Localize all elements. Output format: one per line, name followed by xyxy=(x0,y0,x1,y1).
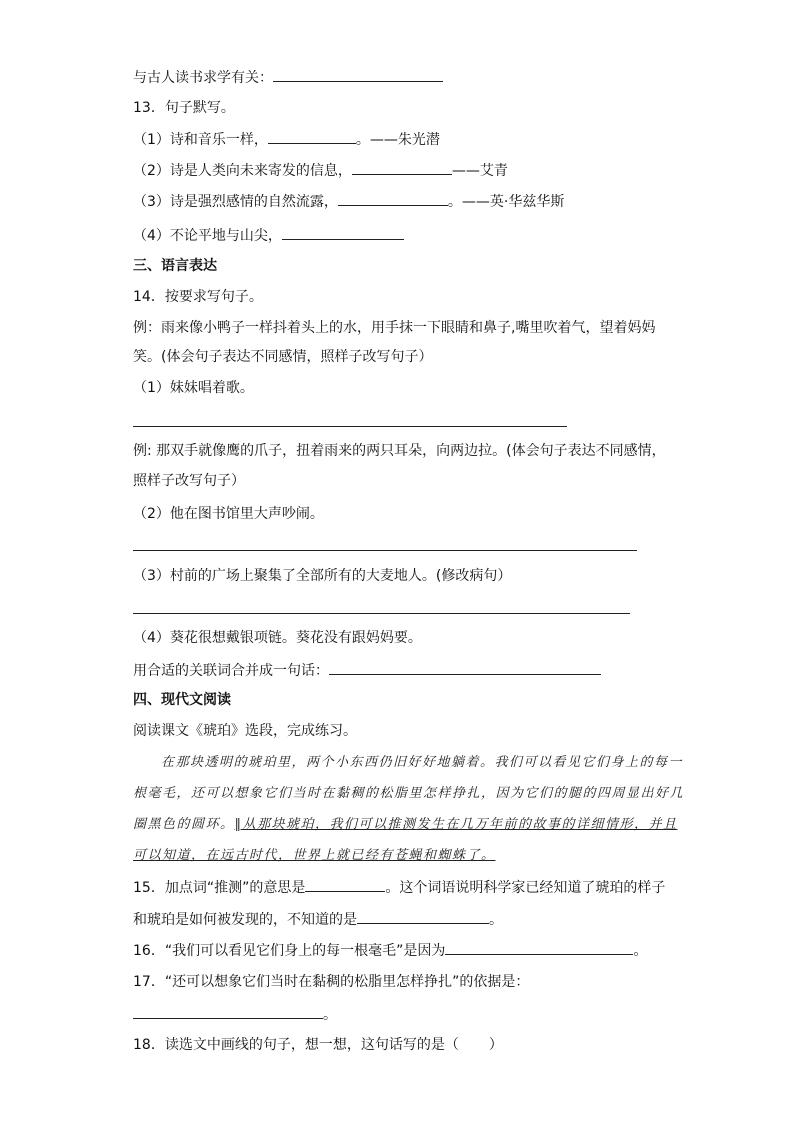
answer-line[interactable] xyxy=(133,550,637,551)
question-18 xyxy=(133,1035,503,1055)
question-text: 16．“我们可以看见它们身上的每一根毫毛”是因为 xyxy=(133,943,446,959)
question-12-label: 与古人读书求学有关： xyxy=(133,70,273,86)
item-text: （4）不论平地与山尖， xyxy=(133,228,282,244)
answer-blank[interactable] xyxy=(329,660,601,675)
answer-blank[interactable] xyxy=(268,129,356,144)
question-17: 17．“还可以想象它们当时在黏稠的松脂里怎样挣扎”的依据是： xyxy=(133,974,530,990)
example-2-line-1: 例: 那双手就像鹰的爪子，扭着雨来的两只耳朵，向两边拉。(体会句子表达不同感情， xyxy=(133,443,666,459)
example-1-line-1: 例：雨来像小鸭子一样抖着头上的水，用手抹一下眼睛和鼻子,嘴里吹着气，望着妈妈 xyxy=(133,320,656,336)
answer-blank[interactable] xyxy=(352,160,452,175)
item-text: （3）诗是强烈感情的自然流露， xyxy=(133,194,338,210)
answer-blank[interactable] xyxy=(338,191,448,206)
answer-blank[interactable] xyxy=(445,940,633,955)
sub-question-4: （4）葵花很想戴银项链。葵花没有跟妈妈要。 xyxy=(133,630,422,646)
question-13-item-1 xyxy=(133,129,440,150)
answer-blank[interactable] xyxy=(282,225,404,240)
question-16 xyxy=(133,940,647,961)
question-13-item-3 xyxy=(133,191,564,212)
answer-blank[interactable] xyxy=(133,1004,323,1019)
answer-blank[interactable] xyxy=(357,909,489,924)
sub-question-3: （3）村前的广场上聚集了全部所有的大麦地人。(修改病句） xyxy=(133,568,512,584)
question-14-title: 14．按要求写句子。 xyxy=(133,289,263,305)
answer-line[interactable] xyxy=(133,613,630,614)
section-3-title: 三、语言表达 xyxy=(133,258,217,274)
question-13-title: 13．句子默写。 xyxy=(133,100,235,116)
sub-question-2: （2）他在图书馆里大声吵闹。 xyxy=(133,506,324,522)
question-text: 和琥珀是如何被发现的，不知道的是 xyxy=(133,912,357,928)
question-text: 18．读选文中画线的句子，想一想，这句话写的是（ xyxy=(133,1037,459,1053)
example-1-line-2: 笑。(体会句子表达不同感情，照样子改写句子） xyxy=(133,349,433,365)
passage-line-1: 在那块透明的琥珀里，两个小东西仍旧好好地躺着。我们可以看见它们身上的每一 xyxy=(161,755,684,770)
item-source: ——艾青 xyxy=(451,163,508,179)
question-15-line-1 xyxy=(133,877,665,898)
reading-intro: 阅读课文《琥珀》选段，完成练习。 xyxy=(133,723,357,739)
question-text: 。这个词语说明科学家已经知道了琥珀的样子 xyxy=(385,880,666,896)
question-text: ） xyxy=(488,1037,503,1053)
answer-line[interactable] xyxy=(133,426,567,427)
item-source: 。——朱光潜 xyxy=(355,132,440,148)
question-13-item-2 xyxy=(133,160,508,181)
question-13-item-4 xyxy=(133,225,404,246)
instruction-text: 用合适的关联词合并成一句话： xyxy=(133,663,329,679)
question-15-line-2 xyxy=(133,909,503,930)
passage-line-3-plain: 圈黑色的圆环。 xyxy=(133,817,235,832)
underlined-sentence-end: 可以知道，在远古时代，世界上就已经有苍蝇和蜘蛛了。 xyxy=(133,848,496,863)
item-text: （2）诗是人类向未来寄发的信息， xyxy=(133,163,352,179)
passage-line-2: 根毫毛，还可以想象它们当时在黏稠的松脂里怎样挣扎，因为它们的腿的四周显出好几 xyxy=(133,786,685,801)
item-text: （1）诗和音乐一样， xyxy=(133,132,268,148)
section-4-title: 四、现代文阅读 xyxy=(133,692,231,708)
answer-blank[interactable] xyxy=(305,877,385,892)
question-12-tail xyxy=(133,67,443,88)
underlined-sentence: ‖从那块琥珀，我们可以推测发生在几万年前的故事的详细情形，并且 xyxy=(234,817,678,832)
sub-question-1: （1）妹妹唱着歌。 xyxy=(133,380,254,396)
question-text: 。 xyxy=(323,1007,337,1023)
item-source: 。——英·华兹华斯 xyxy=(447,194,565,210)
example-2-line-2: 照样子改写句子） xyxy=(133,473,245,489)
question-text: 。 xyxy=(489,912,503,928)
question-text: 15．加点词“推测”的意思是 xyxy=(133,880,306,896)
passage-line-3 xyxy=(133,815,678,835)
answer-blank[interactable] xyxy=(273,67,443,82)
question-text: 。 xyxy=(633,943,648,959)
sub-question-4-instruction xyxy=(133,660,601,681)
question-17-answer xyxy=(133,1004,337,1025)
